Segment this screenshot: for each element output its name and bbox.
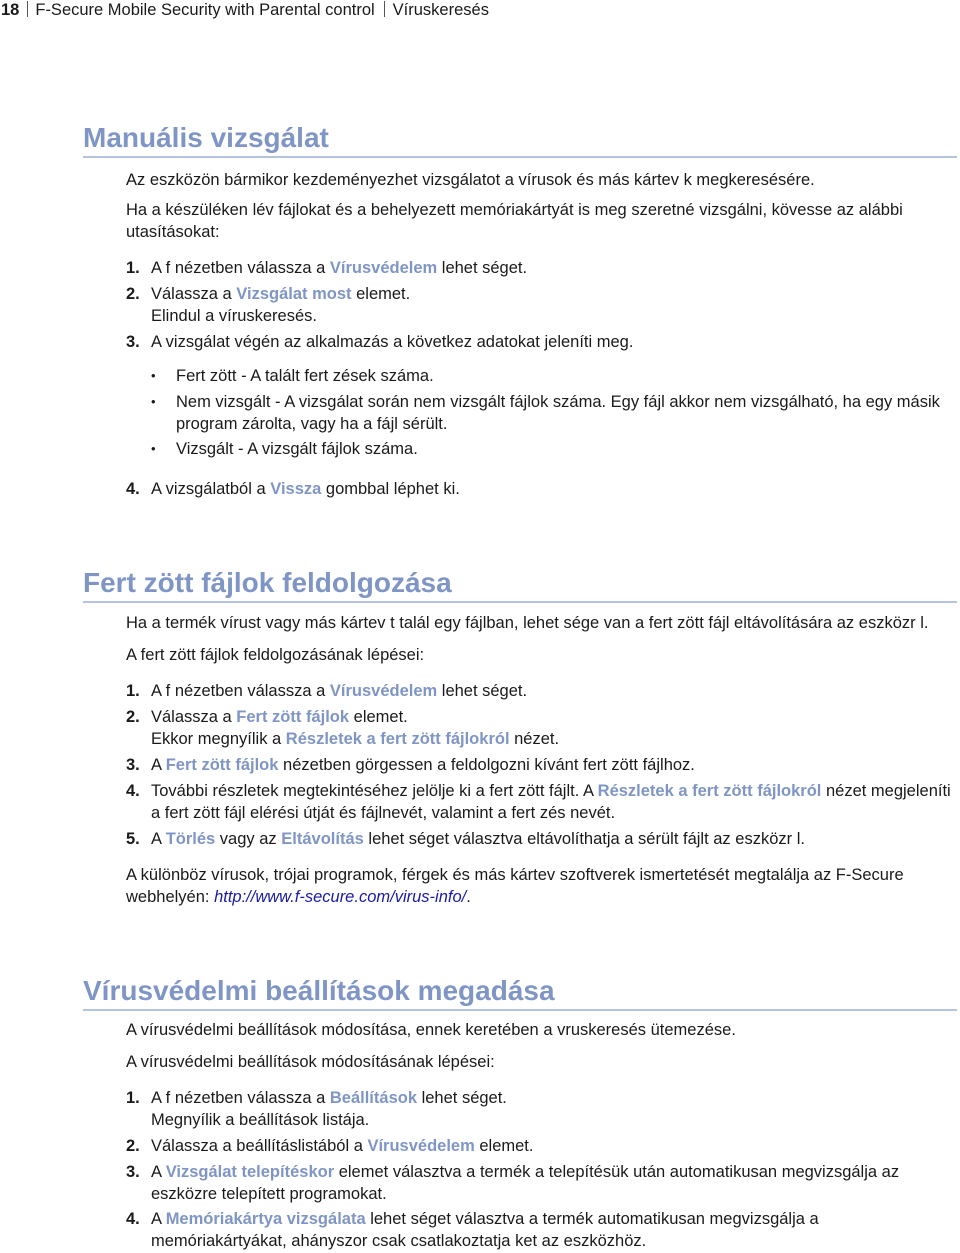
ui-term: Vizsgálat most <box>236 285 352 303</box>
step-number: 4. <box>126 1210 140 1228</box>
step-text: A Fert zött fájlok nézetben görgessen a feldolgozni kívánt fert zött fájlhoz. <box>151 756 695 774</box>
section-title-manual-scan: Manuális vizsgálat <box>83 122 957 158</box>
step-text: Válassza a Fert zött fájlok elemet. Ekkor megnyílik a Részletek a fert zött fájlokról nézet. <box>151 708 560 748</box>
paragraph: Ha a termék vírust vagy más kártev t talál egy fájlban, lehet sége van a fert zött fájl eltávolítására az eszközr l. <box>126 614 929 632</box>
bullet-item: Fert zött - A talált fert zések száma. <box>176 367 434 385</box>
step-number: 1. <box>126 1089 140 1107</box>
ui-term: Vissza <box>270 480 322 498</box>
step-text: A f nézetben válassza a Vírusvédelem lehet séget. <box>151 259 528 277</box>
paragraph: A vírusvédelmi beállítások módosítása, ennek keretében a vruskeresés ütemezése. <box>126 1021 736 1039</box>
page-number: 18 <box>1 1 20 19</box>
step-number: 4. <box>126 480 140 498</box>
step-text: A Vizsgálat telepítéskor elemet választva a termék a telepítésük után automatikusan megvizsgálja az eszközre telepített programokat. <box>151 1163 900 1203</box>
paragraph: Az eszközön bármikor kezdeményezhet vizsgálatot a vírusok és más kártev k megkeresésére. <box>126 171 815 189</box>
paragraph: A különböz vírusok, trójai programok, férgek és más kártev szoftverek ismertetését megtalálja az F-Secure webhelyén: http://www.f-secure.com/virus-info/. <box>126 866 904 906</box>
ui-term: Fert zött fájlok <box>236 708 350 726</box>
ui-term: Vírusvédelem <box>367 1137 475 1155</box>
virus-info-link[interactable]: http://www.f-secure.com/virus-info/ <box>214 888 467 906</box>
step-text: A Törlés vagy az Eltávolítás lehet séget választva eltávolíthatja a sérült fájlt az eszközr l. <box>151 830 805 848</box>
bullet-glyph: • <box>151 368 156 383</box>
header-product: F-Secure Mobile Security with Parental control <box>35 1 375 19</box>
bullet-glyph: • <box>151 441 156 456</box>
header-divider <box>27 1 28 17</box>
step-text: Válassza a beállításlistából a Vírusvédelem elemet. <box>151 1137 534 1155</box>
bullet-item: Vizsgált - A vizsgált fájlok száma. <box>176 440 418 458</box>
step-number: 1. <box>126 682 140 700</box>
step-number: 2. <box>126 285 140 303</box>
step-text: A f nézetben válassza a Vírusvédelem lehet séget. <box>151 682 528 700</box>
section-title-virus-settings: Vírusvédelmi beállítások megadása <box>83 975 957 1011</box>
ui-term: Törlés <box>165 830 216 848</box>
header-divider <box>384 1 385 17</box>
step-number: 3. <box>126 1163 140 1181</box>
paragraph: A fert zött fájlok feldolgozásának lépései: <box>126 646 425 664</box>
section-title-infected-files: Fert zött fájlok feldolgozása <box>83 567 957 603</box>
paragraph: A vírusvédelmi beállítások módosításának lépései: <box>126 1053 495 1071</box>
bullet-glyph: • <box>151 394 156 409</box>
step-text: A vizsgálat végén az alkalmazás a következ adatokat jeleníti meg. <box>151 333 634 351</box>
ui-term: Memóriakártya vizsgálata <box>165 1210 366 1228</box>
step-number: 5. <box>126 830 140 848</box>
running-header <box>0 0 489 20</box>
ui-term: Beállítások <box>329 1089 417 1107</box>
ui-term: Vírusvédelem <box>329 259 438 277</box>
step-text: A Memóriakártya vizsgálata lehet séget választva a termék automatikusan megvizsgálja a memóriakártyákat, ahányszor csak csatlakoztatja ket az eszközhöz. <box>151 1210 819 1250</box>
step-text: Válassza a Vizsgálat most elemet. Elindul a víruskeresés. <box>151 285 411 325</box>
step-number: 2. <box>126 1137 140 1155</box>
step-number: 3. <box>126 756 140 774</box>
ui-term: Részletek a fert zött fájlokról <box>285 730 510 748</box>
step-number: 3. <box>126 333 140 351</box>
paragraph: Ha a készüléken lév fájlokat és a behelyezett memóriakártyát is meg szeretné vizsgálni, kövesse az alábbi utasításokat: <box>126 201 903 241</box>
ui-term: Vírusvédelem <box>329 682 438 700</box>
step-number: 1. <box>126 259 140 277</box>
step-number: 4. <box>126 782 140 800</box>
ui-term: Részletek a fert zött fájlokról <box>597 782 822 800</box>
step-text: További részletek megtekintéséhez jelölje ki a fert zött fájlt. A Részletek a fert zött fájlokról nézet megjeleníti a fert zött fájl elérési útját és fájlnevét, valamint a fert zés nevét. <box>151 782 951 822</box>
bullet-item: Nem vizsgált - A vizsgálat során nem vizsgált fájlok száma. Egy fájl akkor nem vizsgálható, ha egy másik program zárolta, vagy ha a fájl sérült. <box>176 393 940 433</box>
step-text: A vizsgálatból a Vissza gombbal léphet ki. <box>151 480 460 498</box>
step-text: A f nézetben válassza a Beállítások lehet séget. Megnyílik a beállítások listája. <box>151 1089 507 1129</box>
ui-term: Fert zött fájlok <box>165 756 279 774</box>
ui-term: Eltávolítás <box>281 830 364 848</box>
header-section: Víruskeresés <box>392 1 489 19</box>
ui-term: Vizsgálat telepítéskor <box>165 1163 335 1181</box>
step-number: 2. <box>126 708 140 726</box>
